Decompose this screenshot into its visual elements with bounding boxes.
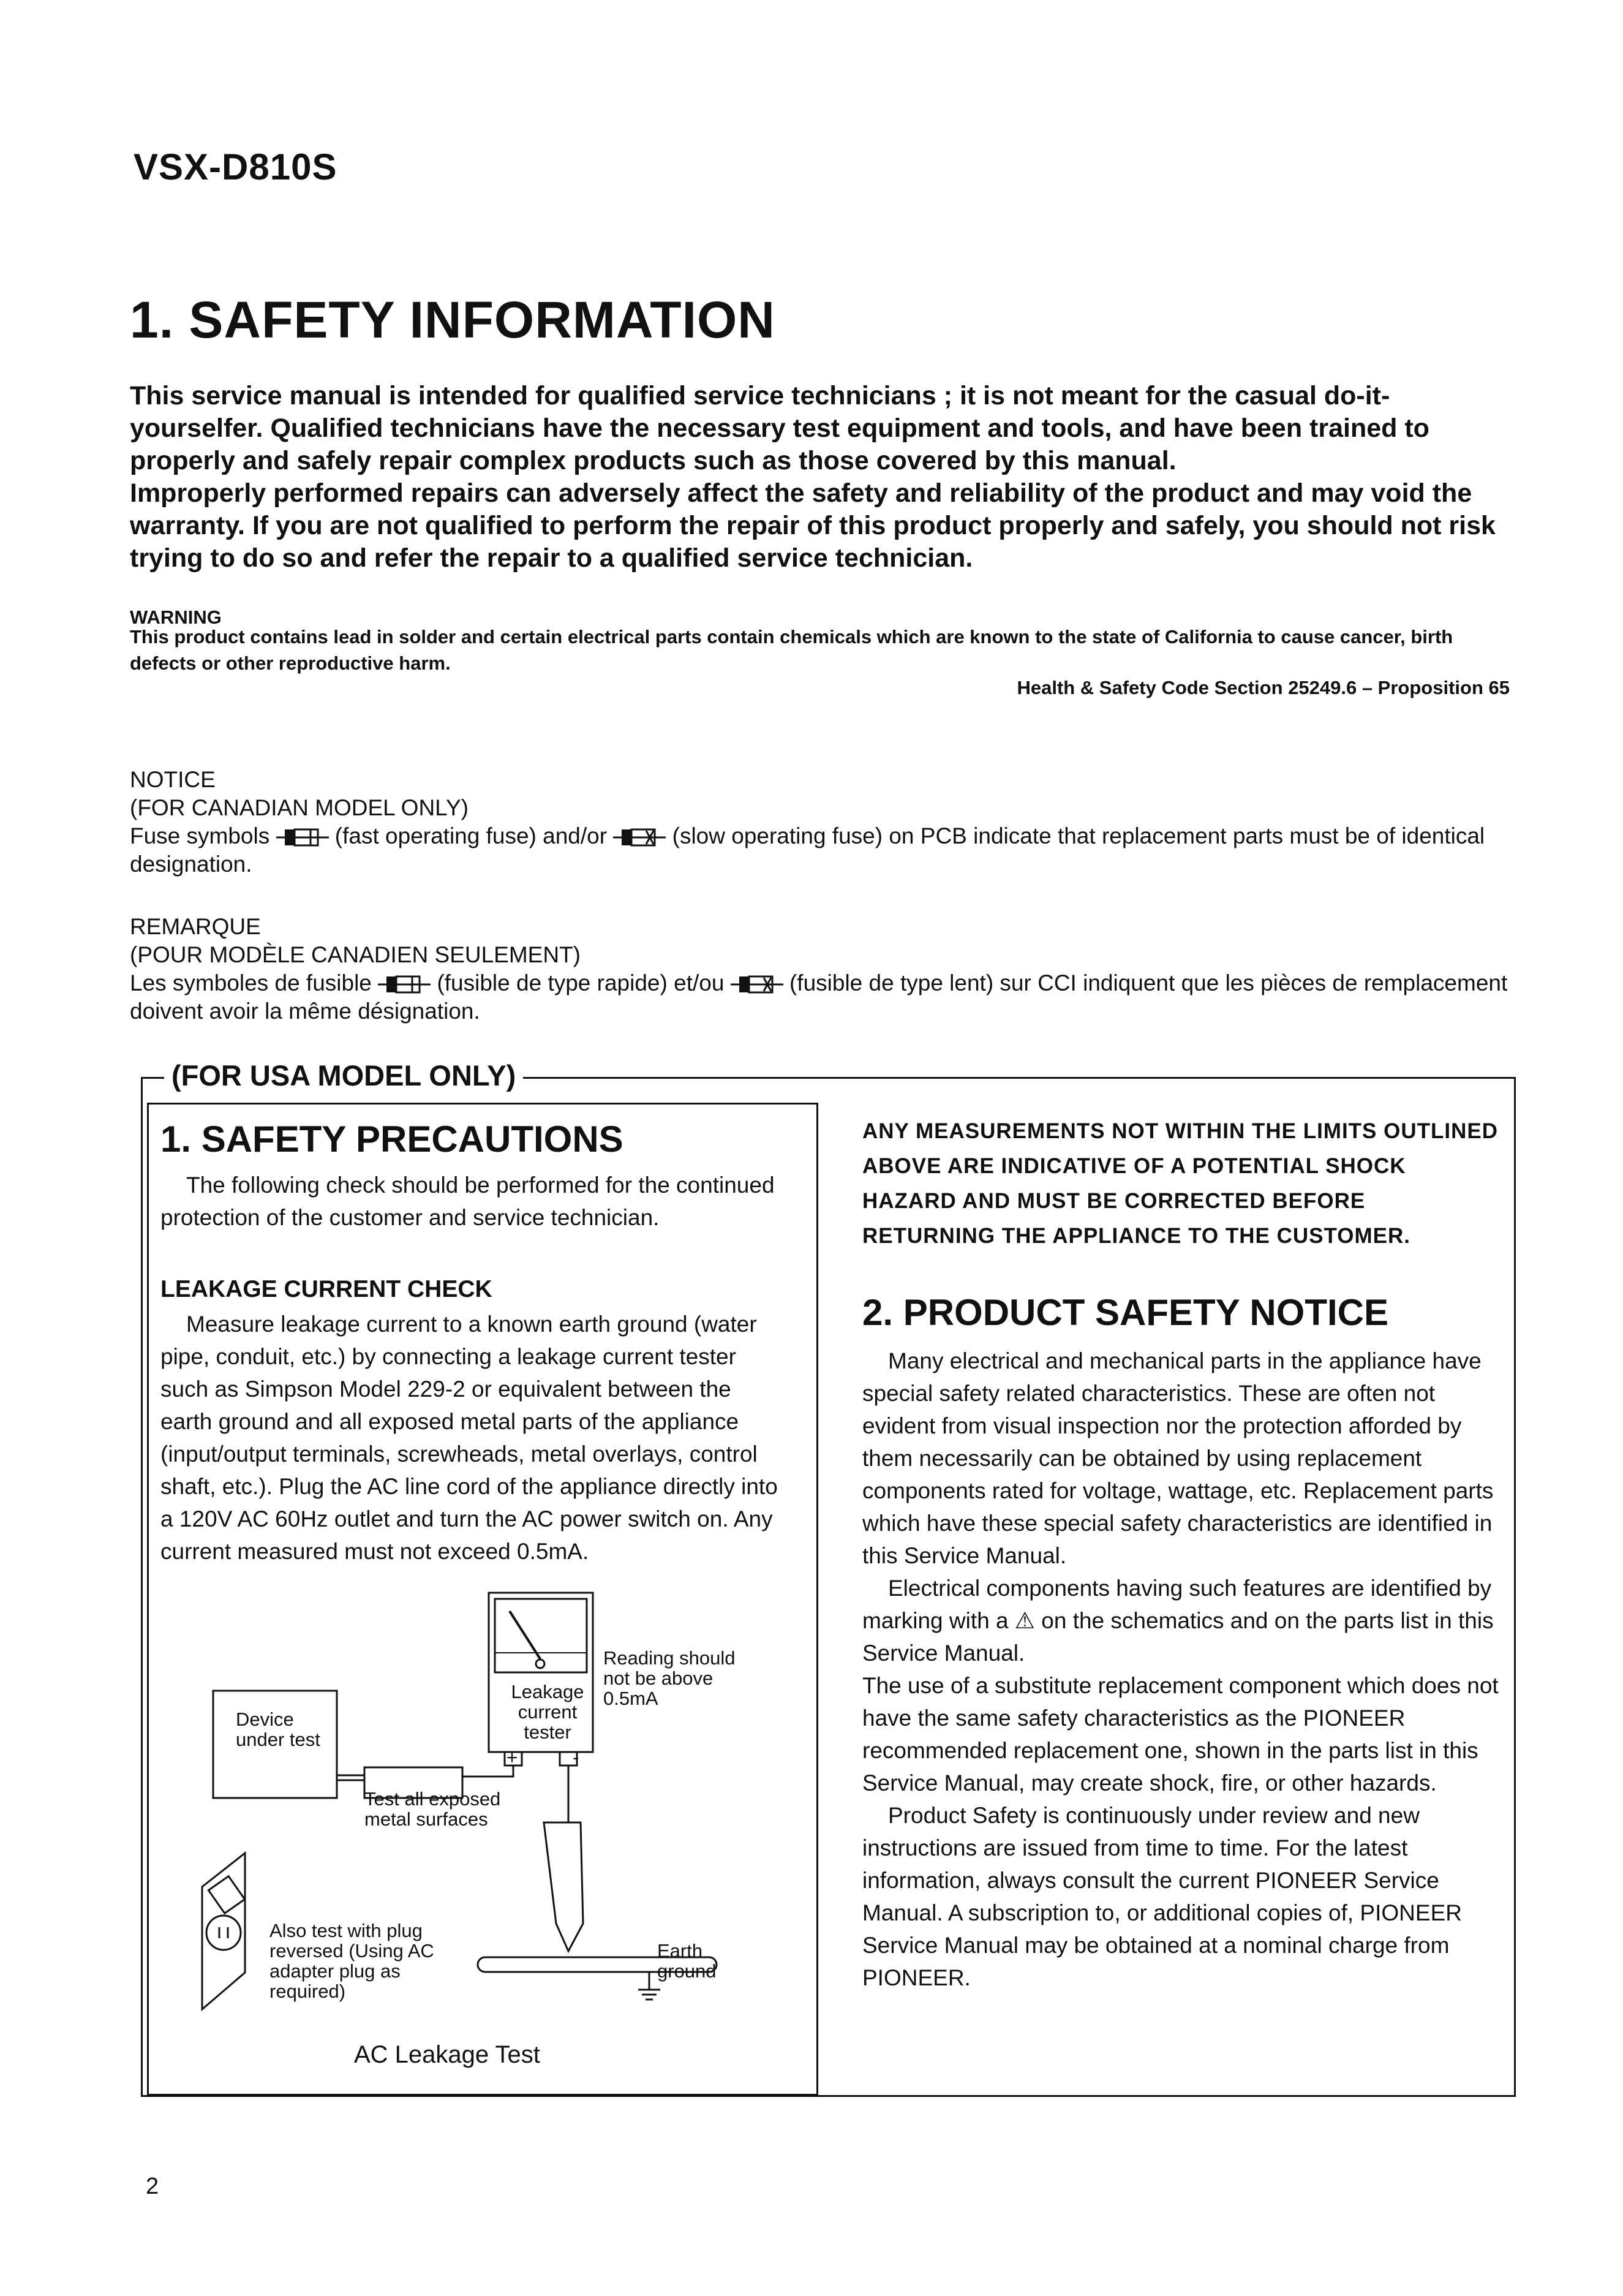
intro-block <box>130 380 1514 575</box>
page-title: 1. SAFETY INFORMATION <box>130 291 775 349</box>
product-safety-paragraph-1: Many electrical and mechanical parts in the appliance have special safety related characteristics. These are often not evident from visual inspection nor the protection afforded by them necessarily can be obtained by using replacement components rated for voltage, wattage, etc. Replacement parts which have these special safety characteristics are identified in this Service Manual. <box>862 1348 1494 1568</box>
meter-label: Leakage current tester <box>511 1681 584 1743</box>
plug-reversed-label: Also test with plug reversed (Using AC adapter plug as required) <box>269 1920 434 2002</box>
leakage-check-text: Measure leakage current to a known earth ground (water pipe, conduit, etc.) by connecting a leakage current tester such as Simpson Model 229-2 or equivalent between the earth ground and all exposed metal parts of the appliance (input/output terminals, screwheads, metal overlays, control shaft, etc.). Plug the AC line cord of the appliance directly into a 120V AC 60Hz outlet and turn the AC power switch on. Any current measured must not exceed 0.5mA. <box>160 1312 778 1564</box>
limits-warning: ANY MEASUREMENTS NOT WITHIN THE LIMITS OUTLINED ABOVE ARE INDICATIVE OF A POTENTIAL SHOCK HAZARD AND MUST BE CORRECTED BEFORE RETURNING THE APPLIANCE TO THE CUSTOMER. <box>862 1119 1499 1248</box>
product-safety-title: 2. PRODUCT SAFETY NOTICE <box>862 1292 1388 1333</box>
intro-paragraph-2: Improperly performed repairs can adversely affect the safety and reliability of the product and may void the warranty. If you are not qualified to perform the repair of this product properly and safely, you should not risk trying to do so and refer the repair to a qualified service technician. <box>130 478 1496 573</box>
safety-precautions-title: 1. SAFETY PRECAUTIONS <box>160 1119 623 1160</box>
notice-text <box>130 822 1514 878</box>
meter-pivot <box>536 1660 544 1668</box>
notice-text-3: (slow operating fuse) on PCB indicate that replacement parts must be of identical designation. <box>130 823 1485 877</box>
fast-fuse-icon <box>276 827 329 848</box>
notice-french <box>130 913 1514 1025</box>
notice-english <box>130 766 1514 878</box>
fast-fuse-icon <box>378 974 431 995</box>
remarque-heading: REMARQUE <box>130 914 261 939</box>
test-all-label: Test all exposed metal surfaces <box>364 1788 501 1830</box>
device-label: Device under test <box>236 1709 320 1750</box>
leakage-check-heading: LEAKAGE CURRENT CHECK <box>160 1276 492 1302</box>
model-number: VSX-D810S <box>134 146 337 187</box>
reading-label: Reading should not be above 0.5mA <box>603 1647 736 1709</box>
remarque-text-2: (fusible de type rapide) et/ou <box>437 970 725 995</box>
warning-text: This product contains lead in solder and certain electrical parts contain chemicals which are known to the state of California to cause cancer, birth defects or other reproductive harm. <box>130 626 1453 674</box>
plug-icon <box>208 1876 244 1914</box>
remarque-text <box>130 969 1514 1025</box>
notice-text-1: Fuse symbols <box>130 823 270 848</box>
usa-section-label: (FOR USA MODEL ONLY) <box>164 1059 523 1092</box>
page-number: 2 <box>146 2173 159 2199</box>
product-safety-body <box>862 1345 1499 1994</box>
meter-dial <box>495 1599 587 1672</box>
remarque-text-1: Les symboles de fusible <box>130 970 372 995</box>
remarque-subheading: (POUR MODÈLE CANADIEN SEULEMENT) <box>130 942 581 967</box>
earth-ground-label: Earth ground <box>657 1940 717 1982</box>
meter-needle <box>510 1611 540 1659</box>
leakage-check-body <box>160 1308 785 1568</box>
remarque-text-3: (fusible de type lent) sur CCI indiquent que les pièces de remplacement doivent avoir la même désignation. <box>130 970 1508 1024</box>
wall-outlet <box>202 1853 245 2009</box>
precautions-intro-text: The following check should be performed for the continued protection of the customer and service technician. <box>160 1173 775 1230</box>
product-safety-paragraph-2: Electrical components having such features are identified by marking with a ⚠ on the schematics and on the parts list in this Service Manual. <box>862 1576 1494 1666</box>
minus-label: - <box>573 1747 579 1768</box>
warning-code-reference: Health & Safety Code Section 25249.6 – Proposition 65 <box>1017 677 1510 698</box>
plus-label: + <box>506 1747 518 1768</box>
ground-clip <box>544 1822 583 1951</box>
outlet-socket <box>206 1916 241 1950</box>
notice-heading: NOTICE <box>130 767 216 792</box>
warning-heading: WARNING <box>130 606 222 628</box>
usa-frame-left <box>141 1077 143 2097</box>
product-safety-paragraph-4: Product Safety is continuously under review and new instructions are issued from time to time. For the latest information, always consult the current PIONEER Service Manual. A subscription to, or additional copies of, PIONEER Service Manual may be obtained at a nominal charge from PIONEER. <box>862 1803 1462 1990</box>
diagram-caption: AC Leakage Test <box>354 2041 540 2068</box>
safety-precautions-intro <box>160 1169 785 1234</box>
slow-fuse-icon <box>731 974 783 995</box>
usa-frame-right <box>1514 1077 1516 2097</box>
notice-subheading: (FOR CANADIAN MODEL ONLY) <box>130 795 469 820</box>
slow-fuse-icon <box>613 827 666 848</box>
notice-text-2: (fast operating fuse) and/or <box>334 823 608 848</box>
intro-paragraph-1: This service manual is intended for qualified service technicians ; it is not meant for the casual do-it-yourselfer. Qualified technicians have the necessary test equipment and tools, and have been trained to properly and safely repair complex products such as those covered by this manual. <box>130 381 1429 475</box>
product-safety-paragraph-3: The use of a substitute replacement component which does not have the same safety characteristics as the PIONEER recommended replacement one, shown in the parts list in this Service Manual, may create shock, fire, or other hazards. <box>862 1673 1499 1796</box>
